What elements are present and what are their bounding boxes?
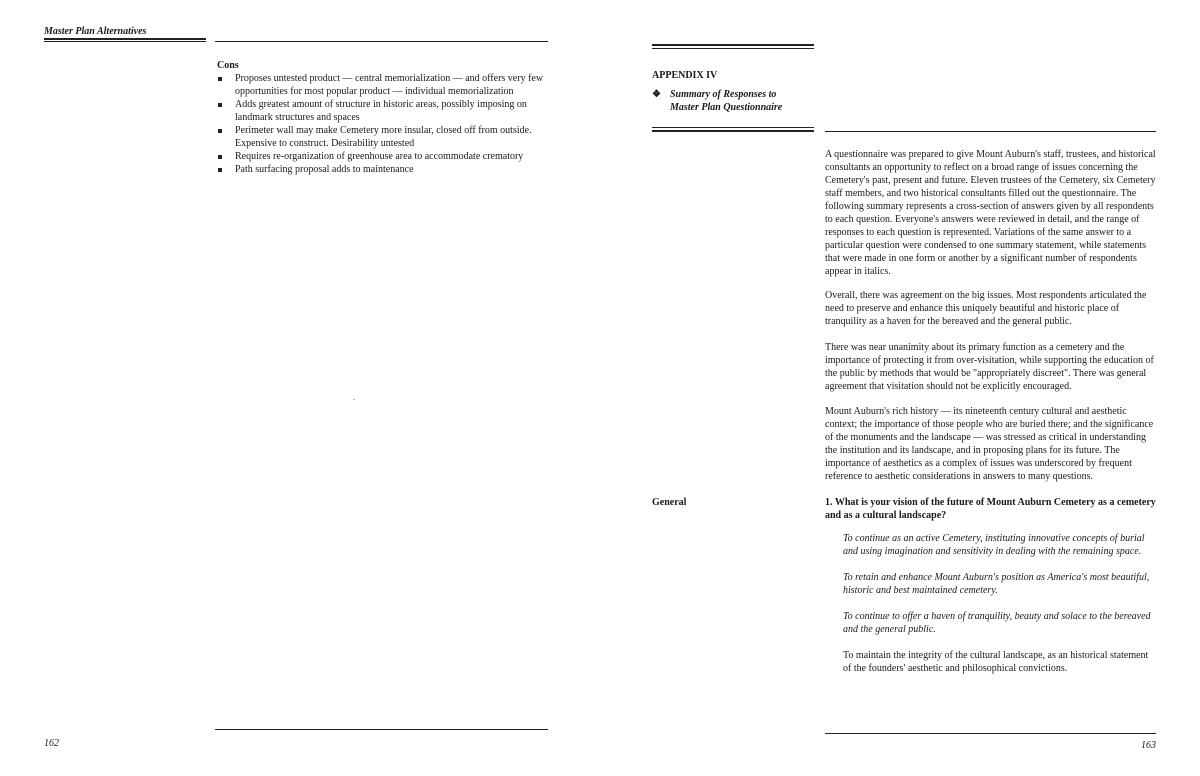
page-number-right: 163 bbox=[1141, 740, 1156, 751]
intro-paragraph-1: A questionnaire was prepared to give Mount Auburn's staff, trustees, and historical consultants an opportunity to reflect on a broad range of issues concerning the Cemetery's past, present and future. Eleven trustees of the Cemetery, six Cemetery staff members, and two historical consultants filled out the questionnaire. The following summary represents a cross-section of answers given by all respondents to each question. Everyone's answers were reviewed in detail, and the range of responses to each question is represented. Variations of the same answer to a particular question were condensed to one summary statement, while statements that were made in one form or another by a significant number of respondents appear in italics. bbox=[825, 149, 1156, 277]
header-rule-thick bbox=[44, 38, 206, 40]
answer-item: To retain and enhance Mount Auburn's position as America's most beautiful, historic and best maintained cemetery. bbox=[843, 572, 1150, 596]
appendix-title: APPENDIX IV bbox=[652, 70, 718, 81]
scan-speck bbox=[353, 399, 355, 400]
header-rule-thin bbox=[44, 41, 206, 42]
appendix-subtitle bbox=[652, 88, 822, 114]
cons-section bbox=[217, 59, 557, 176]
body-top-rule bbox=[825, 131, 1156, 132]
cons-item: Proposes untested product — central memorialization — and offers very few opportunities for most popular product — individual memorialization bbox=[217, 72, 557, 98]
intro-paragraph-2: Overall, there was agreement on the big issues. Most respondents articulated the need to preserve and enhance this uniquely beautiful and historic place of tranquility as a haven for the bereaved and the general public. bbox=[825, 290, 1147, 327]
subtitle-line-1: Summary of Responses to bbox=[670, 89, 777, 100]
cons-item: Requires re-organization of greenhouse area to accommodate crematory bbox=[217, 150, 557, 163]
question-1: 1. What is your vision of the future of Mount Auburn Cemetery as a cemetery and as a cultural landscape? bbox=[825, 497, 1156, 521]
appendix-rule-top-thick bbox=[652, 44, 814, 46]
cons-item: Perimeter wall may make Cemetery more insular, closed off from outside. Expensive to construct. Desirability untested bbox=[217, 124, 557, 150]
page-number-left: 162 bbox=[44, 738, 59, 749]
column-top-rule bbox=[215, 41, 548, 42]
diamond-bullet-icon: ❖ bbox=[652, 89, 661, 100]
answer-item: To maintain the integrity of the cultural landscape, as an historical statement of the founders' aesthetic and philosophical convictions. bbox=[843, 650, 1149, 674]
subtitle-line-2: Master Plan Questionnaire bbox=[670, 102, 783, 113]
cons-item: Adds greatest amount of structure in historic areas, possibly imposing on landmark structures and spaces bbox=[217, 98, 557, 124]
footer-rule-right bbox=[825, 733, 1156, 734]
footer-rule-left bbox=[215, 729, 548, 730]
answer-item: To continue as an active Cemetery, instituting innovative concepts of burial and using imagination and sensitivity in dealing with the remaining space. bbox=[843, 533, 1145, 557]
intro-paragraph-4: Mount Auburn's rich history — its nineteenth century cultural and aesthetic context; the importance of those people who are buried there; and the significance of the monuments and the landscape — was stressed as critical in understanding the institution and its landscape, and in proposing plans for its future. The importance of aesthetics as a complex of issues was underscored by frequent reference to aesthetic considerations in answers to many questions. bbox=[825, 406, 1154, 482]
appendix-rule-bottom-thick bbox=[652, 130, 814, 132]
appendix-rule-top-thin bbox=[652, 48, 814, 49]
cons-heading: Cons bbox=[217, 60, 239, 71]
running-header: Master Plan Alternatives bbox=[44, 26, 147, 37]
answer-item: To continue to offer a haven of tranquility, beauty and solace to the bereaved and the general public. bbox=[843, 611, 1151, 635]
section-label-general: General bbox=[652, 497, 687, 508]
cons-list bbox=[217, 72, 557, 176]
intro-paragraph-3: There was near unanimity about its primary function as a cemetery and the importance of protecting it from over-visitation, while supporting the education of the public by methods that would be "appropriately discreet". There was general agreement that visitation should not be explicitly encouraged. bbox=[825, 342, 1154, 392]
appendix-rule-bottom-thin bbox=[652, 127, 814, 128]
cons-item: Path surfacing proposal adds to maintenance bbox=[217, 163, 557, 176]
